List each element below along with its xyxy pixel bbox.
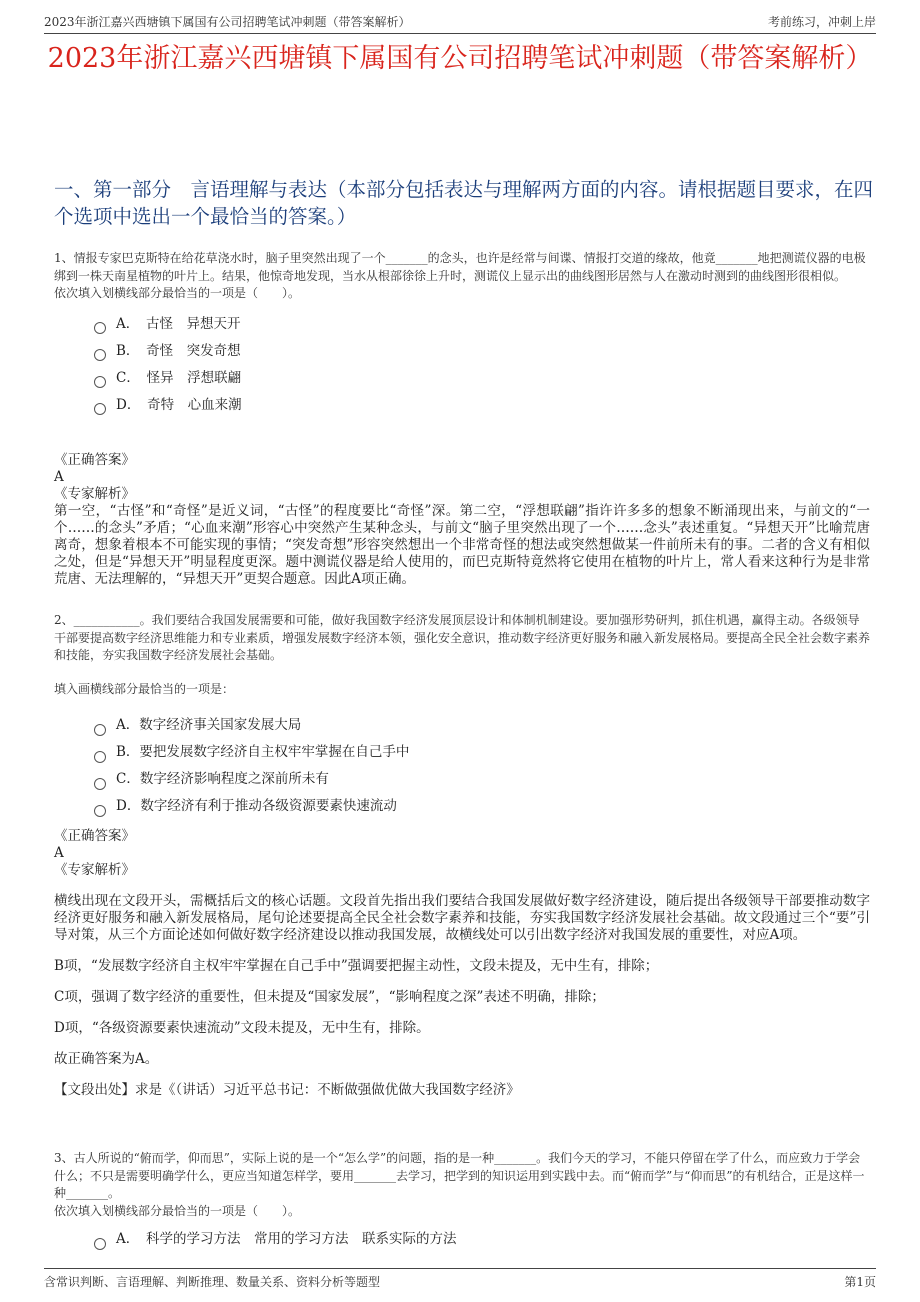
page-title: 2023年浙江嘉兴西塘镇下属国有公司招聘笔试冲刺题（带答案解析） bbox=[47, 43, 873, 74]
page-number: 第1页 bbox=[844, 1275, 876, 1289]
analysis-label: 《专家解析》 bbox=[54, 862, 135, 878]
option-b[interactable]: B． 奇怪 突发奇想 bbox=[94, 338, 870, 365]
answer-label: 《正确答案》 bbox=[54, 828, 135, 844]
option-c[interactable]: C．数字经济影响程度之深前所未有 bbox=[94, 766, 870, 793]
radio-icon[interactable] bbox=[94, 805, 106, 817]
radio-icon[interactable] bbox=[94, 376, 106, 388]
question-1 bbox=[54, 250, 870, 419]
analysis-paragraph: C项，强调了数字经济的重要性，但未提及“国家发展”，“影响程度之深”表述不明确，排除； bbox=[54, 989, 605, 1005]
answer-label: 《正确答案》 bbox=[54, 452, 135, 468]
analysis-paragraph: 故正确答案为A。 bbox=[54, 1051, 159, 1067]
analysis-paragraph: D项，“各级资源要素快速流动”文段未提及，无中生有，排除。 bbox=[54, 1020, 430, 1036]
radio-icon[interactable] bbox=[94, 322, 106, 334]
question-prompt: 依次填入划横线部分最恰当的一项是（ ）。 bbox=[54, 1203, 301, 1218]
radio-icon[interactable] bbox=[94, 403, 106, 415]
option-d[interactable]: D．数字经济有利于推动各级资源要素快速流动 bbox=[94, 793, 870, 820]
question-prompt: 依次填入划横线部分最恰当的一项是（ ）。 bbox=[54, 286, 301, 300]
header-left-text: 2023年浙江嘉兴西塘镇下属国有公司招聘笔试冲刺题（带答案解析） bbox=[44, 15, 411, 29]
analysis-text: 第一空，“古怪”和“奇怪”是近义词，“古怪”的程度要比“奇怪”深。第二空，“浮想联翩”指许许多多的想象不断涌现出来，与前文的“一个……的念头”矛盾；“心血来潮”形容心中突然产生某种念头，与前文“脑子里突然出现了一个……念头”表述重复。“异想天开”比喻荒唐离奇，想象着根本不可能实现的事情；“突发奇想”形容突然想出一个非常奇怪的想法或突然想做某一件前所未有的事。二者的含义有相似之处，但是“异想天开”明显程度更深。题中测谎仪器是给人使用的，而巴克斯特竟然将它使用在植物的叶片上，常人看来这种行为是非常荒唐、无法理解的，“异想天开”更契合题意。因此A项正确。 bbox=[54, 503, 870, 587]
radio-icon[interactable] bbox=[94, 724, 106, 736]
question-3 bbox=[54, 1150, 870, 1253]
answer-1 bbox=[54, 452, 870, 588]
option-list bbox=[94, 311, 870, 419]
option-a[interactable]: A．数字经济事关国家发展大局 bbox=[94, 712, 870, 739]
option-a[interactable]: A． 古怪 异想天开 bbox=[94, 311, 870, 338]
option-c[interactable]: C． 怪异 浮想联翩 bbox=[94, 365, 870, 392]
radio-icon[interactable] bbox=[94, 751, 106, 763]
analysis-label: 《专家解析》 bbox=[54, 486, 135, 502]
answer-2 bbox=[54, 828, 870, 1099]
page-footer bbox=[44, 1268, 876, 1290]
question-stem: 1、情报专家巴克斯特在给花草浇水时，脑子里突然出现了一个_______的念头，也许是经常与间谍、情报打交道的缘故，他竟_______地把测谎仪器的电极绑到一株天南星植物的叶片上。结果，他惊奇地发现，当水从根部徐徐上升时，测谎仪上显示出的曲线图形居然与人在激动时测到的曲线图形很相似。 bbox=[54, 251, 866, 283]
option-a[interactable]: A． 科学的学习方法 常用的学习方法 联系实际的方法 bbox=[94, 1226, 870, 1253]
question-stem: 3、古人所说的“俯而学，仰而思”，实际上说的是一个“怎么学”的问题，指的是一种_______。我们今天的学习，不能只停留在学了什么，而应致力于学会什么；不只是需要明确学什么，更应当知道怎样学，要用_______去学习，把学到的知识运用到实践中去。而“俯而学”与“仰而思”的有机结合，正是这样一种_______。 bbox=[54, 1151, 865, 1200]
question-2 bbox=[54, 612, 870, 820]
analysis-paragraph: 横线出现在文段开头，需概括后文的核心话题。文段首先指出我们要结合我国发展做好数字经济建设，随后提出各级领导干部要推动数字经济更好服务和融入新发展格局，尾句论述要提高全民全社会数字素养和技能，夯实我国数字经济发展社会基础。故文段通过三个“要”引导对策，从三个方面论述如何做好数字经济建设以推动我国发展，故横线处可以引出数字经济对我国发展的重要性，对应A项。 bbox=[54, 893, 870, 943]
question-prompt: 填入画横线部分最恰当的一项是： bbox=[54, 681, 235, 696]
page-header bbox=[44, 10, 876, 34]
analysis-paragraph: B项，“发展数字经济自主权牢牢掌握在自己手中”强调要把握主动性，文段未提及，无中生有，排除； bbox=[54, 958, 659, 974]
option-list bbox=[94, 712, 870, 820]
answer-value: A bbox=[54, 845, 64, 861]
option-b[interactable]: B．要把发展数字经济自主权牢牢掌握在自己手中 bbox=[94, 739, 870, 766]
source-citation: 【文段出处】求是《（讲话）习近平总书记：不断做强做优做大我国数字经济》 bbox=[54, 1082, 520, 1098]
radio-icon[interactable] bbox=[94, 778, 106, 790]
header-right-text: 考前练习，冲刺上岸 bbox=[767, 15, 876, 29]
question-stem: 2、___________。我们要结合我国发展需要和可能，做好我国数字经济发展顶层设计和体制机制建设。要加强形势研判，抓住机遇，赢得主动。各级领导干部要提高数字经济思维能力和专业素质，增强发展数字经济本领，强化安全意识，推动数字经济更好服务和融入新发展格局。要提高全民全社会数字素养和技能，夯实我国数字经济发展社会基础。 bbox=[54, 613, 871, 662]
radio-icon[interactable] bbox=[94, 349, 106, 361]
option-d[interactable]: D． 奇特 心血来潮 bbox=[94, 392, 870, 419]
section-heading: 一、第一部分 言语理解与表达（本部分包括表达与理解两方面的内容。请根据题目要求，在四个选项中选出一个最恰当的答案。） bbox=[54, 178, 874, 228]
answer-value: A bbox=[54, 469, 64, 485]
radio-icon[interactable] bbox=[94, 1238, 106, 1250]
footer-left-text: 含常识判断、言语理解、判断推理、数量关系、资料分析等题型 bbox=[44, 1275, 381, 1289]
option-list bbox=[94, 1226, 870, 1253]
